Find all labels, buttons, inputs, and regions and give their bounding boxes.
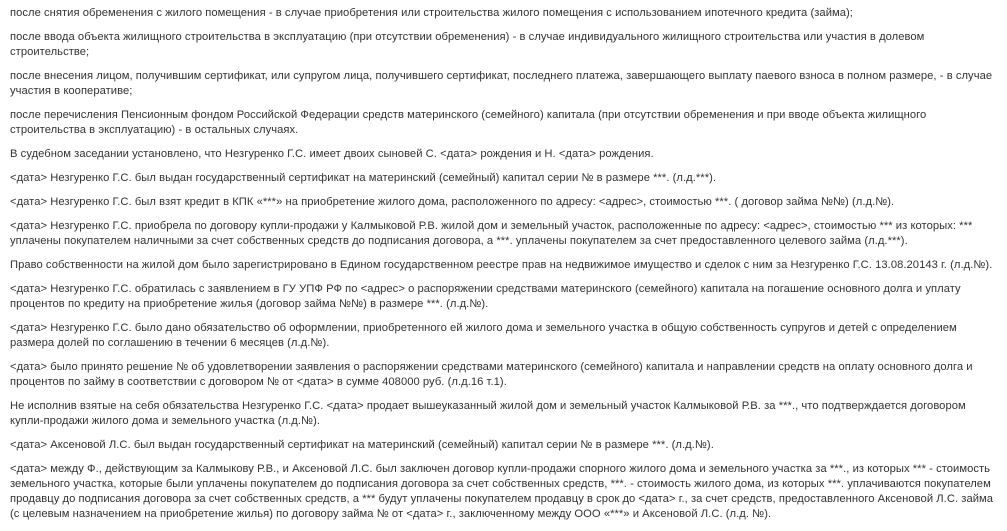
paragraph-1: после снятия обременения с жилого помещения - в случае приобретения или строительства жилого помещения с использованием ипотечного кредита (займа); (10, 7, 853, 19)
paragraph-2: после ввода объекта жилищного строительства в эксплуатацию (при отсутствии обременения) - в случае индивидуального жилищного строительства или участия в долевом строительстве; (10, 31, 925, 58)
paragraph-11: <дата> Незгуренко Г.С. было дано обязательство об оформлении, приобретенного ей жилого дома и земельного участка в общую собственность супругов и детей с определением размера долей по соглашению в течении 6 месяцев (л.д.№). (10, 322, 957, 349)
paragraph-12: <дата> было принято решение № об удовлетворении заявления о распоряжении средствами материнского (семейного) капитала и направлении средств на оплату основного долга и процентов по займу в соответствии с договором № от <дата> в сумме 408000 руб. (л.д.16 т.1). (10, 361, 973, 388)
paragraph-5: В судебном заседании установлено, что Незгуренко Г.С. имеет двоих сыновей С. <дата> рождения и Н. <дата> рождения. (10, 148, 654, 160)
document-body (10, 6, 1000, 531)
paragraph-7: <дата> Незгуренко Г.С. был взят кредит в КПК «***» на приобретение жилого дома, расположенного по адресу: <адрес>, стоимостью ***. ( договор займа №№) (л.д.№). (10, 196, 895, 208)
paragraph-10: <дата> Незгуренко Г.С. обратилась с заявлением в ГУ УПФ РФ по <адрес> о распоряжении средствами материнского (семейного) капитала на погашение основного долга и уплату процентов по кредиту на приобретение жилья (договор займа №№) в размере ***. (л.д.№). (10, 283, 961, 310)
paragraph-14: <дата> Аксеновой Л.С. был выдан государственный сертификат на материнский (семейный) капитал серии № в размере ***. (л.д.№). (10, 439, 714, 451)
paragraph-4: после перечисления Пенсионным фондом Российской Федерации средств материнского (семейного) капитала (при отсутствии обременения и при вводе объекта жилищного строительства в эксплуатацию) - в остальных случаях. (10, 109, 927, 136)
paragraph-15: <дата> между Ф., действующим за Калмыкову Р.В., и Аксеновой Л.С. был заключен договор купли-продажи спорного жилого дома и земельного участка за ***., из которых *** - стоимость земельного участка, которые были уплачены покупателем до подписания договора за счет собственных средств, ***. - стоимость жилого дома, из которых ***. уплачиваются покупателем продавцу до подписания договора за счет собственных средств, а *** будут уплачены покупателем продавцу в срок до <дата> г., за счет средств, предоставленного Аксеновой Л.С. займа (с целевым назначением на приобретение жилья) по договору займа № от <дата> г., заключенному между ООО «***» и Аксеновой Л.С. (л.д. №). (10, 463, 994, 520)
paragraph-3: после внесения лицом, получившим сертификат, или супругом лица, получившего сертификат, последнего платежа, завершающего выплату паевого взноса в полном размере, - в случае участия в кооперативе; (10, 70, 993, 97)
paragraph-9: Право собственности на жилой дом было зарегистрировано в Едином государственном реестре прав на недвижимое имущество и сделок с ним за Незгуренко Г.С. 13.08.20143 г. (л.д.№). (10, 259, 993, 271)
paragraph-13: Не исполнив взятые на себя обязательства Незгуренко Г.С. <дата> продает вышеуказанный жилой дом и земельный участок Калмыковой Р.В. за ***., что подтверждается договором купли-продажи жилого дома и земельного участка (л.д.№). (10, 400, 966, 427)
paragraph-6: <дата> Незгуренко Г.С. был выдан государственный сертификат на материнский (семейный) капитал серии № в размере ***. (л.д.***). (10, 172, 717, 184)
paragraph-8: <дата> Незгуренко Г.С. приобрела по договору купли-продажи у Калмыковой Р.В. жилой дом и земельный участок, расположенные по адресу: <адрес>, стоимостью *** из которых: *** уплачены покупателем наличными за счет собственных средств до подписания договора, а ***. уплачены покупателем за счет предоставленного целевого займа (л.д.***). (10, 220, 973, 247)
